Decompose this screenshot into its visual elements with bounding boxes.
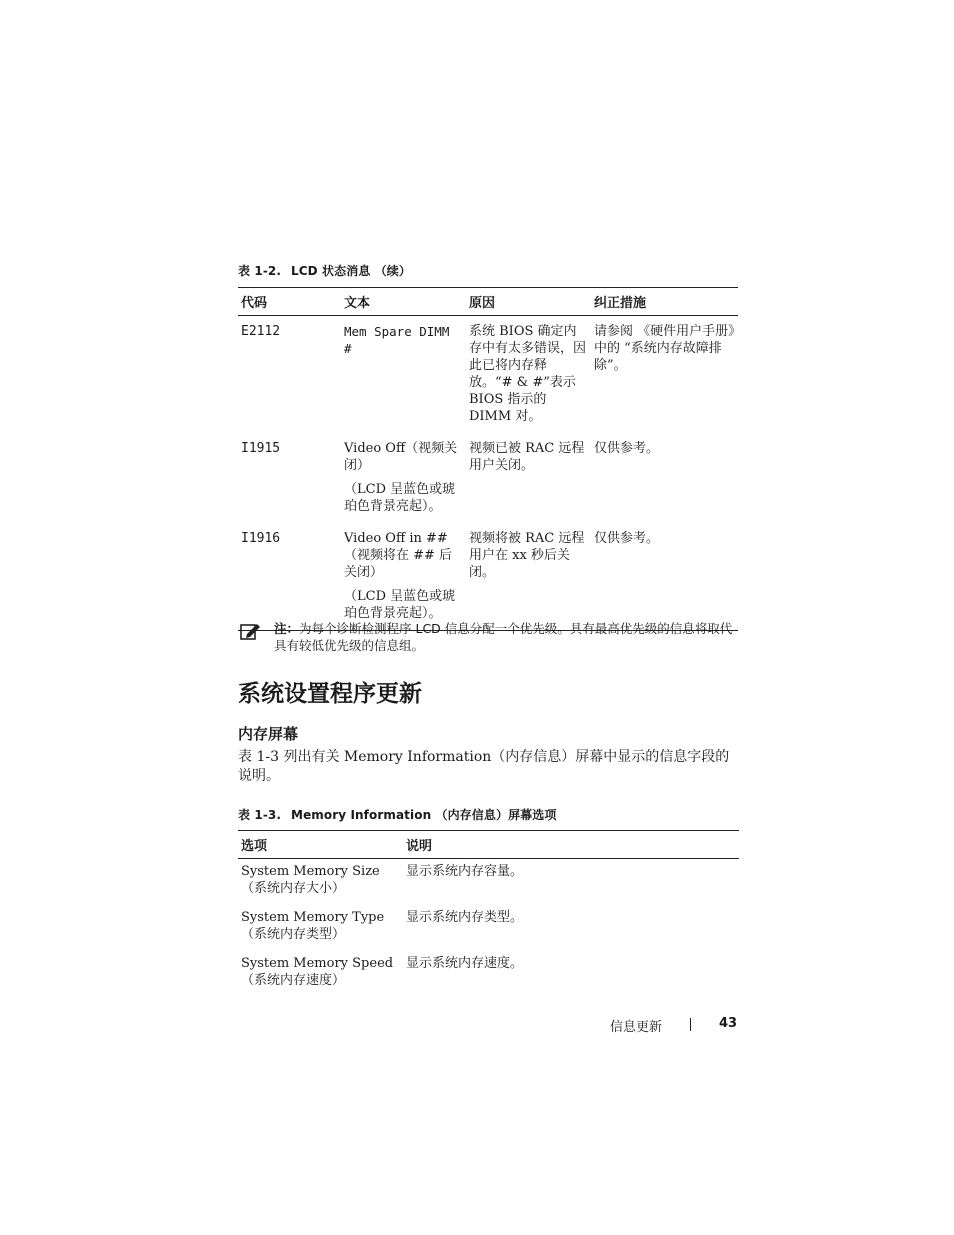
table-row bbox=[238, 316, 738, 434]
note-label: 注： bbox=[274, 621, 300, 636]
row-text bbox=[341, 316, 466, 434]
footer-divider bbox=[690, 1018, 691, 1031]
row-cause: 系统 BIOS 确定内存中有太多错误，因此已将内存释放。“# & #”表示 BIOS 指示的 DIMM 对。 bbox=[469, 324, 587, 424]
memory-info-table bbox=[238, 830, 739, 997]
table1-caption-title: LCD 状态消息 （续） bbox=[291, 264, 412, 278]
row-code: I1916 bbox=[238, 523, 341, 631]
row-text-main: Video Off（视频关闭） bbox=[344, 441, 458, 473]
table2-header-option: 选项 bbox=[238, 831, 403, 859]
table1-caption bbox=[238, 262, 421, 279]
note-block bbox=[240, 620, 740, 654]
row-option: System Memory Size（系统内存大小） bbox=[241, 864, 380, 896]
row-option: System Memory Type（系统内存类型） bbox=[241, 910, 385, 942]
table1-header-row bbox=[238, 288, 738, 316]
table2-caption-title: Memory Information （内存信息）屏幕选项 bbox=[291, 808, 557, 822]
table1-header-code: 代码 bbox=[238, 288, 341, 316]
row-cause: 视频将被 RAC 远程用户在 xx 秒后关闭。 bbox=[466, 523, 591, 631]
note-body: 为每个诊断检测程序 LCD 信息分配一个优先级。具有最高优先级的信息将取代具有较低优先级的信息组。 bbox=[274, 621, 733, 653]
table2-caption bbox=[238, 806, 567, 823]
body-paragraph: 表 1-3 列出有关 Memory Information（内存信息）屏幕中显示的信息字段的说明。 bbox=[238, 749, 730, 784]
table1-header-text: 文本 bbox=[341, 288, 466, 316]
footer-section: 信息更新 bbox=[610, 1020, 663, 1035]
row-text-main: Mem Spare DIMM # bbox=[344, 324, 450, 356]
table1-caption-number: 表 1-2. bbox=[238, 264, 282, 278]
row-desc: 显示系统内存容量。 bbox=[406, 864, 524, 879]
row-action: 请参阅 《硬件用户手册》中的 “系统内存故障排除”。 bbox=[594, 324, 735, 373]
row-text-sub: （LCD 呈蓝色或琥珀色背景亮起）。 bbox=[344, 589, 456, 621]
section-title: 系统设置程序更新 bbox=[238, 681, 422, 707]
row-text-main: Video Off in ##（视频将在 ## 后关闭） bbox=[344, 531, 453, 580]
page-number: 43 bbox=[719, 1016, 738, 1031]
row-desc: 显示系统内存速度。 bbox=[406, 956, 524, 971]
row-text bbox=[341, 433, 466, 523]
row-action: 仅供参考。 bbox=[594, 441, 660, 456]
note-pencil-icon bbox=[240, 622, 262, 640]
row-cause: 视频已被 RAC 远程用户关闭。 bbox=[469, 441, 585, 473]
table1-header-action: 纠正措施 bbox=[591, 288, 738, 316]
row-action: 仅供参考。 bbox=[591, 523, 738, 631]
table-row bbox=[238, 951, 739, 997]
table-row bbox=[238, 859, 739, 906]
table-row bbox=[238, 523, 738, 631]
table-row bbox=[238, 433, 738, 523]
subsection-title: 内存屏幕 bbox=[238, 725, 299, 743]
table2-caption-number: 表 1-3. bbox=[238, 808, 282, 822]
row-option: System Memory Speed（系统内存速度） bbox=[241, 956, 394, 988]
row-text-sub: （LCD 呈蓝色或琥珀色背景亮起）。 bbox=[344, 482, 456, 514]
row-code: I1915 bbox=[241, 441, 281, 456]
table2-header-desc: 说明 bbox=[403, 831, 739, 859]
note-text bbox=[274, 620, 740, 654]
row-code: E2112 bbox=[241, 324, 281, 339]
table-row bbox=[238, 905, 739, 951]
row-desc: 显示系统内存类型。 bbox=[406, 910, 524, 925]
lcd-status-table bbox=[238, 287, 738, 631]
row-text bbox=[341, 523, 466, 631]
table1-header-cause: 原因 bbox=[466, 288, 591, 316]
table2-header-row bbox=[238, 831, 739, 859]
